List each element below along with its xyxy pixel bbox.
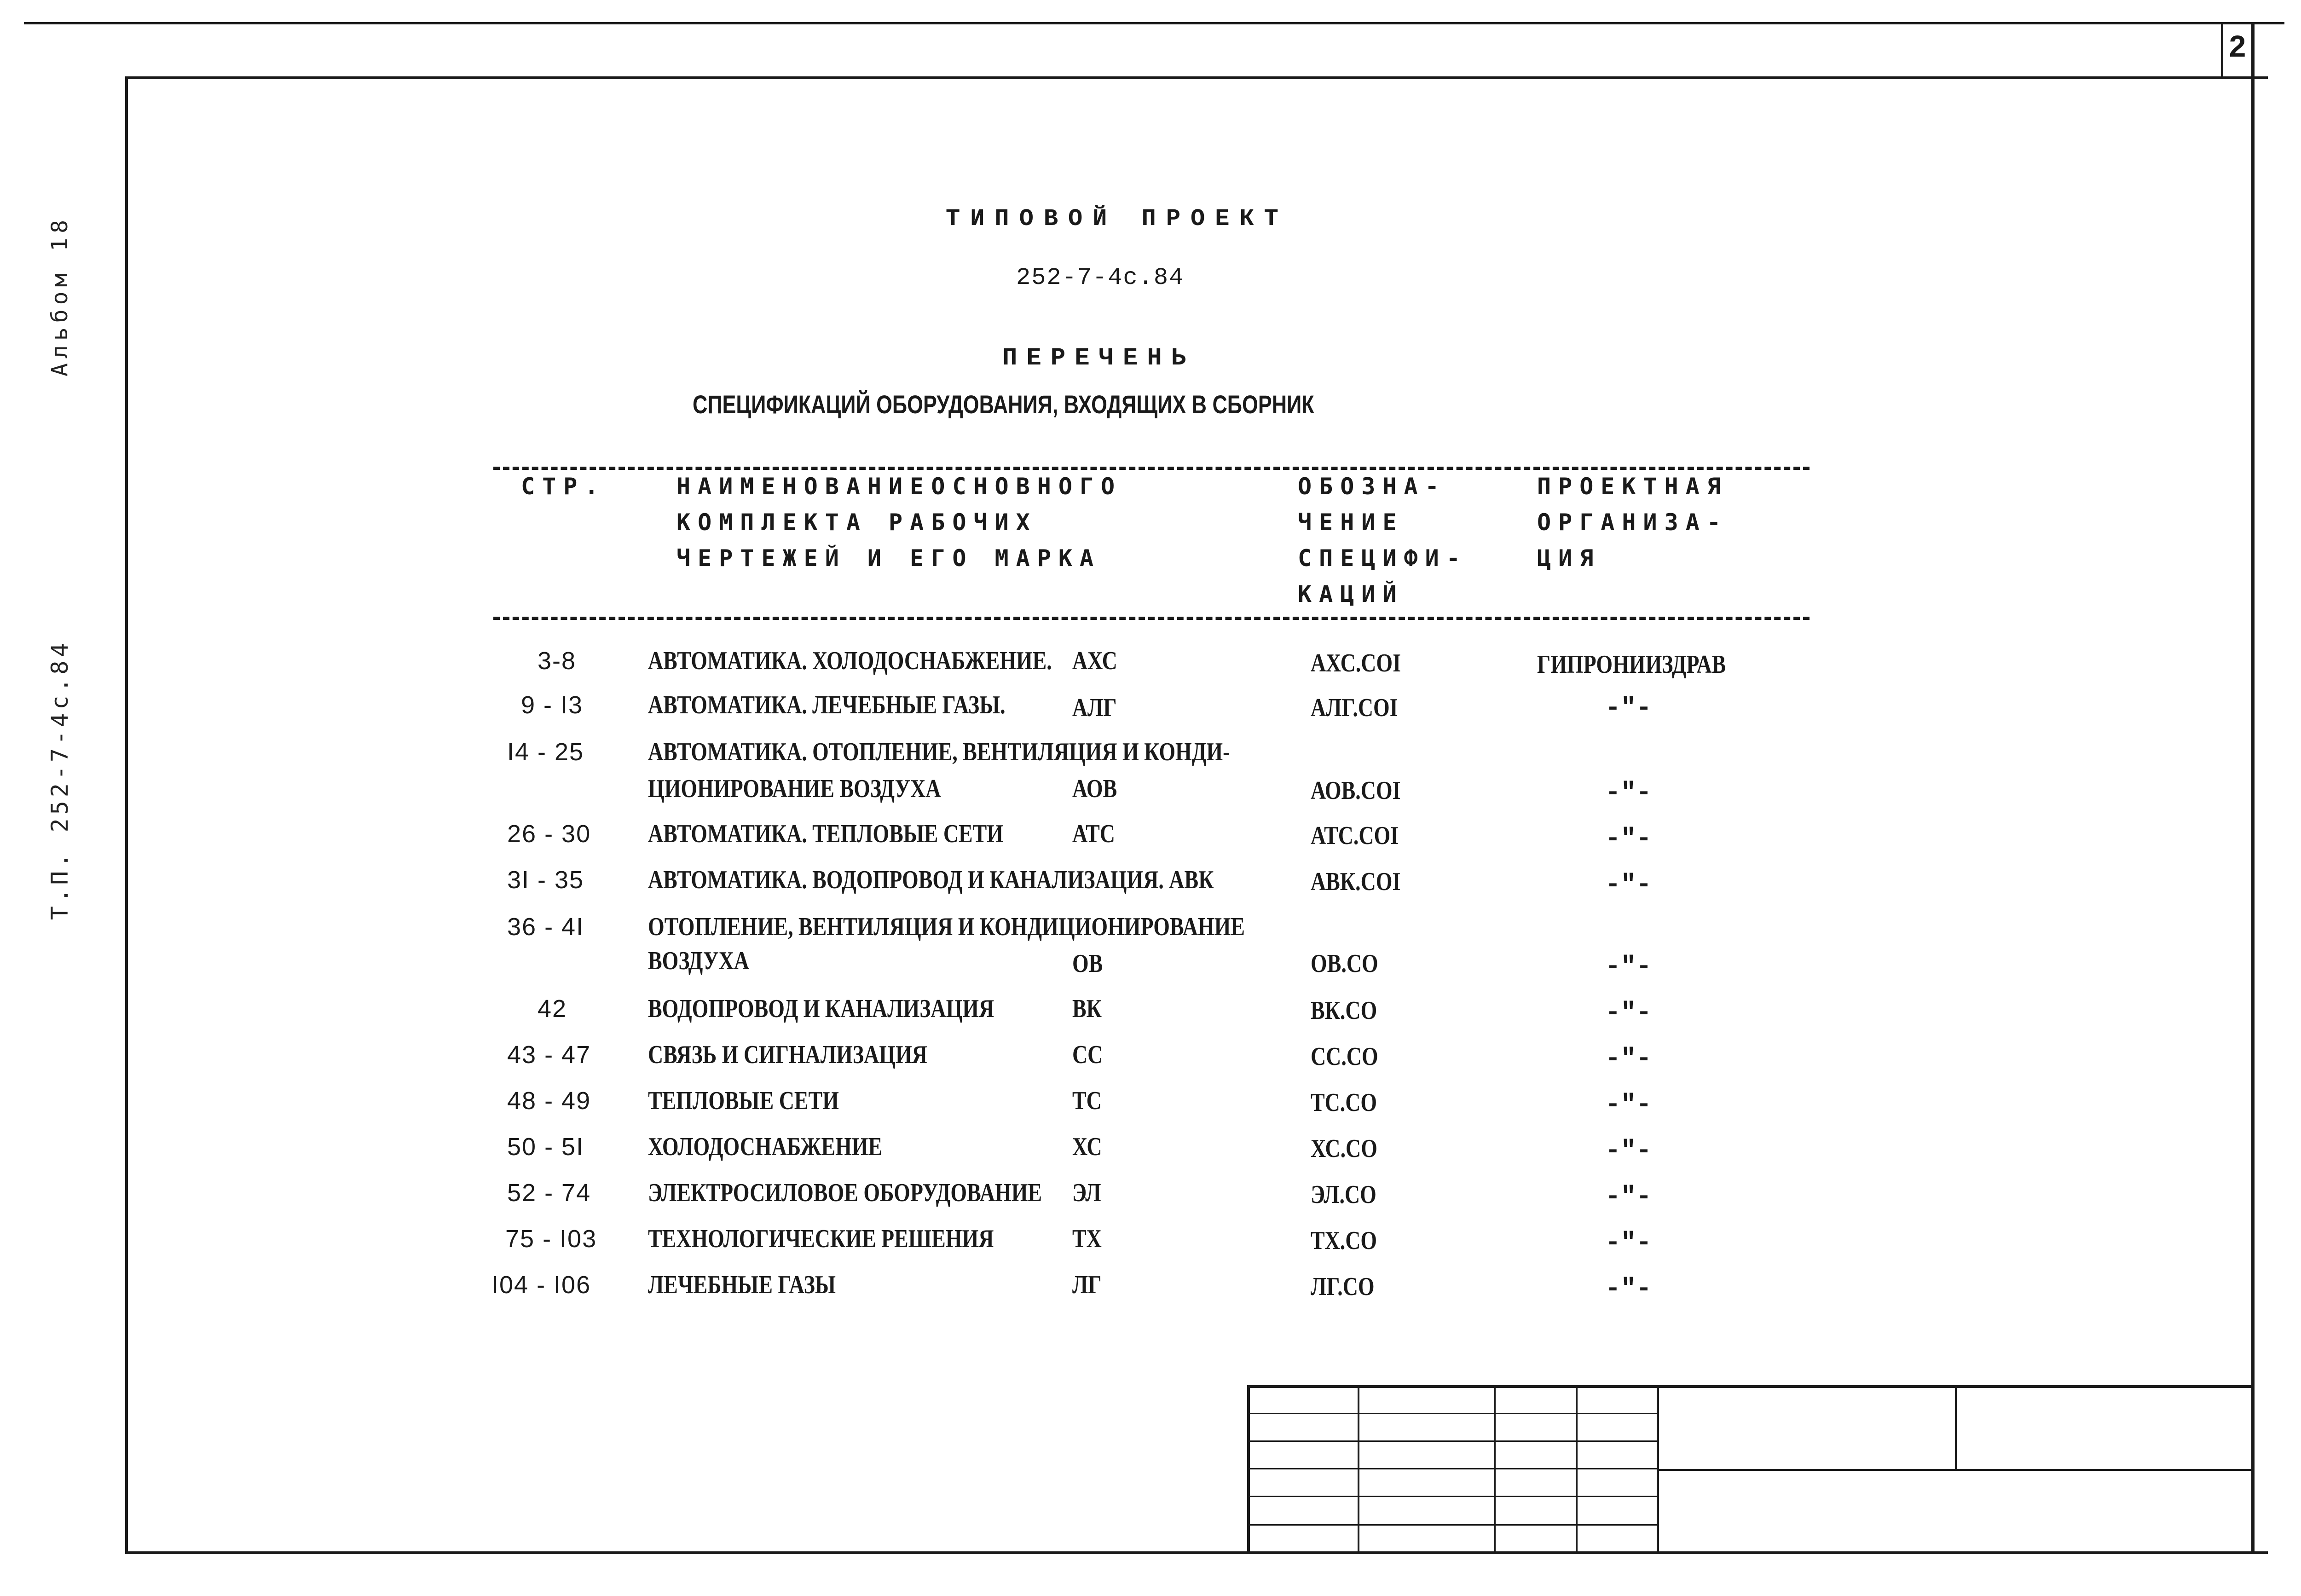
stamp-top-line bbox=[1247, 1385, 2253, 1388]
column-header-organization: ПРОЕКТНАЯ ОРГАНИЗА- ЦИЯ bbox=[1537, 473, 1728, 572]
table-row-mark: ОВ bbox=[1072, 949, 1103, 978]
stamp-row-line bbox=[1657, 1469, 2253, 1471]
table-row-organization: -"- bbox=[1605, 1182, 1652, 1211]
table-row-name: АВТОМАТИКА. ТЕПЛОВЫЕ СЕТИ bbox=[648, 820, 1004, 848]
table-row-name: АВТОМАТИКА. ЛЕЧЕБНЫЕ ГАЗЫ. bbox=[648, 691, 1006, 719]
table-row-organization: -"- bbox=[1605, 1044, 1652, 1073]
table-row-designation: ТС.СО bbox=[1311, 1088, 1377, 1117]
table-row-designation: ОВ.СО bbox=[1311, 949, 1378, 978]
table-row-organization: -"- bbox=[1605, 998, 1652, 1027]
header-bottom-dashed-rule bbox=[493, 617, 1810, 620]
stamp-row-line bbox=[1247, 1496, 1658, 1497]
table-row-name: СВЯЗЬ И СИГНАЛИЗАЦИЯ bbox=[648, 1041, 927, 1069]
table-row-name: АВТОМАТИКА. ХОЛОДОСНАБЖЕНИЕ. bbox=[648, 647, 1052, 675]
table-row-name: АВТОМАТИКА. ВОДОПРОВОД И КАНАЛИЗАЦИЯ. АВК bbox=[648, 866, 1214, 894]
table-row-mark: ЭЛ bbox=[1072, 1179, 1101, 1207]
table-row-designation: ТХ.СО bbox=[1311, 1226, 1377, 1255]
table-row-name: ТЕХНОЛОГИЧЕСКИЕ РЕШЕНИЯ bbox=[648, 1225, 994, 1253]
table-row-page: 75 - I03 bbox=[505, 1225, 597, 1253]
table-row-page: 3I - 35 bbox=[507, 866, 584, 894]
table-row-designation: АВК.СОI bbox=[1311, 867, 1401, 896]
table-row-designation: ХС.СО bbox=[1311, 1134, 1377, 1163]
table-row-page: I04 - I06 bbox=[491, 1271, 591, 1299]
side-album-label: Альбом 18 bbox=[47, 215, 73, 376]
frame-right-border bbox=[2251, 22, 2255, 1554]
table-row-page: I4 - 25 bbox=[507, 738, 584, 766]
table-row-organization: -"- bbox=[1605, 824, 1652, 853]
table-row-page: 50 - 5I bbox=[507, 1133, 584, 1161]
stamp-divider bbox=[1955, 1385, 1957, 1470]
table-row-designation: ЭЛ.СО bbox=[1311, 1180, 1376, 1209]
table-row-page: 42 bbox=[538, 995, 567, 1023]
table-row-designation: АХС.СОI bbox=[1311, 649, 1401, 677]
stamp-row-line bbox=[1247, 1468, 1658, 1469]
list-title: ПЕРЕЧЕНЬ bbox=[1002, 344, 1196, 372]
sheet-number-box-left bbox=[2221, 22, 2223, 79]
table-row-page: 43 - 47 bbox=[507, 1041, 591, 1069]
table-row-page: 52 - 74 bbox=[507, 1179, 591, 1207]
table-row-designation: ВК.СО bbox=[1311, 996, 1377, 1025]
column-header-name: НАИМЕНОВАНИЕОСНОВНОГО КОМПЛЕКТА РАБОЧИХ ЧЕРТЕЖЕЙ И ЕГО МАРКА bbox=[676, 473, 1122, 572]
table-row-name: ЭЛЕКТРОСИЛОВОЕ ОБОРУДОВАНИЕ bbox=[648, 1179, 1042, 1207]
table-row-organization: -"- bbox=[1605, 1136, 1652, 1165]
table-row-name: ВОДОПРОВОД И КАНАЛИЗАЦИЯ bbox=[648, 995, 994, 1023]
table-row-organization: -"- bbox=[1605, 1090, 1652, 1119]
table-row-mark: ТС bbox=[1072, 1087, 1102, 1115]
table-row-page: 3-8 bbox=[538, 647, 577, 675]
outer-top-border bbox=[24, 22, 2284, 24]
table-row-page: 26 - 30 bbox=[507, 820, 591, 848]
project-code: 252-7-4с.84 bbox=[1016, 264, 1185, 291]
sheet-number: 2 bbox=[2229, 29, 2246, 63]
table-row-name-continued: ВОЗДУХА bbox=[648, 947, 749, 975]
table-row-mark: СС bbox=[1072, 1041, 1103, 1069]
table-row-mark: АХС bbox=[1072, 647, 1117, 675]
table-row-mark: ЛГ bbox=[1072, 1271, 1102, 1299]
table-row-mark: ТХ bbox=[1072, 1225, 1102, 1253]
table-row-mark: ВК bbox=[1072, 995, 1102, 1023]
list-subtitle: СПЕЦИФИКАЦИЙ ОБОРУДОВАНИЯ, ВХОДЯЩИХ В СБОРНИК bbox=[693, 390, 1314, 419]
table-row-organization: -"- bbox=[1605, 778, 1652, 807]
table-row-name: ОТОПЛЕНИЕ, ВЕНТИЛЯЦИЯ И КОНДИЦИОНИРОВАНИЕ bbox=[648, 913, 1245, 941]
table-row-mark: АОВ bbox=[1072, 775, 1117, 803]
stamp-row-line bbox=[1247, 1413, 1658, 1414]
table-row-name: ХОЛОДОСНАБЖЕНИЕ bbox=[648, 1133, 883, 1161]
table-row-name: АВТОМАТИКА. ОТОПЛЕНИЕ, ВЕНТИЛЯЦИЯ И КОНДИ- bbox=[648, 738, 1230, 766]
stamp-row-line bbox=[1247, 1524, 1658, 1526]
column-header-page: СТР. bbox=[521, 473, 606, 500]
table-row-designation: АОВ.СОI bbox=[1311, 776, 1401, 805]
table-row-mark: АЛГ bbox=[1072, 694, 1117, 722]
table-row-organization: -"- bbox=[1605, 870, 1652, 899]
table-row-designation: АТС.СОI bbox=[1311, 821, 1399, 850]
table-row-mark: АТС bbox=[1072, 820, 1115, 848]
table-row-organization: -"- bbox=[1605, 1274, 1652, 1303]
table-row-name-continued: ЦИОНИРОВАНИЕ ВОЗДУХА bbox=[648, 775, 941, 803]
table-row-organization: -"- bbox=[1605, 693, 1652, 723]
stamp-row-line bbox=[1247, 1440, 1658, 1442]
frame-bottom-border bbox=[125, 1551, 2268, 1554]
table-row-organization: ГИПРОНИИЗДРАВ bbox=[1537, 650, 1726, 679]
table-row-mark: ХС bbox=[1072, 1133, 1102, 1161]
table-row-page: 36 - 4I bbox=[507, 913, 584, 941]
table-row-name: ТЕПЛОВЫЕ СЕТИ bbox=[648, 1087, 839, 1115]
table-row-designation: АЛГ.СОI bbox=[1311, 694, 1398, 722]
table-row-designation: СС.СО bbox=[1311, 1042, 1378, 1071]
column-header-designation: ОБОЗНА- ЧЕНИЕ СПЕЦИФИ- КАЦИЙ bbox=[1298, 473, 1468, 607]
table-row-page: 48 - 49 bbox=[507, 1087, 591, 1115]
table-row-organization: -"- bbox=[1605, 952, 1652, 981]
table-row-page: 9 - I3 bbox=[521, 691, 584, 719]
frame-top-border bbox=[125, 76, 2268, 79]
frame-left-border bbox=[125, 76, 128, 1554]
document-title: ТИПОВОЙ ПРОЕКТ bbox=[946, 205, 1289, 232]
side-project-label: Т.П. 252-7-4с.84 bbox=[46, 639, 73, 920]
table-row-name: ЛЕЧЕБНЫЕ ГАЗЫ bbox=[648, 1271, 836, 1299]
table-row-organization: -"- bbox=[1605, 1228, 1652, 1257]
table-row-designation: ЛГ.СО bbox=[1311, 1272, 1375, 1301]
